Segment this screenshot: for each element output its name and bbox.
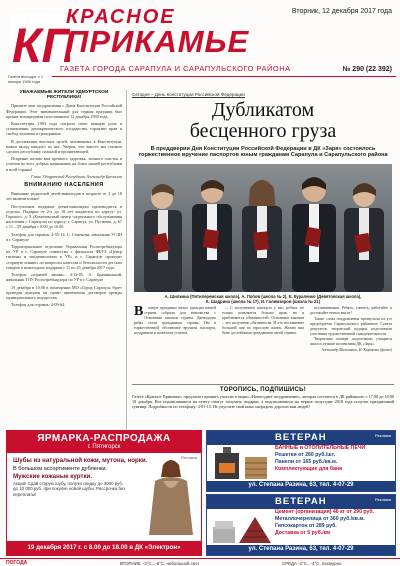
ad-tag: Реклама xyxy=(180,455,197,460)
column-divider xyxy=(126,90,127,440)
issue-date: Вторник, 12 декабря 2017 года xyxy=(291,8,392,15)
caption-line: А. Шилкина (Пятилеремская школа), А. Попов (школа № 2), Е. Кураленко (Девятовская школа), xyxy=(164,294,362,299)
fair-date-venue: 19 декабря 2017 г. с 8.00 до 18.00 в ДК «Электрон» xyxy=(7,541,201,555)
veteran-line: Цемент (организация) 46 кг от 290 руб. xyxy=(275,509,375,515)
article-paragraph: Творческие номера подготовили учащиеся школ и лучшие коллективы ДК «Заря». xyxy=(310,337,392,347)
notice-paragraph: Поступление подарков детям-инвалидам производится в отделах. Подарки от 2-х до 18 лет выдаются по адресу: ул. Горького, д. 8 (Комплексный центр социального обслуживания населения г. Сарапула) по адресу: г. Сарапул, ул. Пугачева, д. 67 с 11 – 29 декабря с 8.00 до 16.00. xyxy=(6,203,122,230)
masthead-divider xyxy=(52,76,396,77)
fair-line: Шубы из натуральной кожи, мутона, норки. xyxy=(13,457,148,464)
dropcap: В xyxy=(134,306,144,319)
photo-caption xyxy=(134,294,392,304)
newspaper-subtitle: ГАЗЕТА ГОРОДА САРАПУЛА И САРАПУЛЬСКОГО РАЙОНА xyxy=(60,64,291,73)
article-paragraph: Также слова поздравления прозвучали из уст председателя Сарапульского районного Совета депутатов, творческий подарок подготовили участники художественной самодеятельности. xyxy=(310,316,392,336)
weather-label: ПОГОДА xyxy=(6,560,28,566)
article-paragraph: – С получением паспорта у вас, ребята, не только появляется больше прав, но и прибавляется обязанностей. Основным законом – это получение обязанности. И это несомненно большой шаг во взрослую жизнь. Желаю вам быть достойными гражданами своей страны. xyxy=(222,306,304,335)
fair-title: ЯРМАРКА-РАСПРОДАЖА xyxy=(37,433,171,444)
notice-paragraph: Внимание родителей детей-инвалидов в возрасте от 2 до 18 лет включительно! xyxy=(6,191,122,202)
veteran-title: ВЕТЕРАН xyxy=(207,495,395,509)
article-paragraph: воспитанников. Ребята, учитесь, работайте и достигайте новых высот! xyxy=(310,306,392,315)
notice-paragraph: Территориальное отделение Управления Роспотребнадзора по УР в г. Сарапуле совместно с филиалом ФБУЗ «Центр гигиены и эпидемиологии в УР» в г. Сарапуле проводит «горячую линию» по вопросам качества и безопасности детских товаров и новогодних подарков с 11 по 25 декабря 2017 года. xyxy=(6,244,122,270)
headline-line: Дубликатом xyxy=(211,99,315,121)
veteran-line: Гипсокартон от 289 руб. xyxy=(275,523,337,529)
weather-footer xyxy=(0,558,400,566)
veteran-address: ул. Степана Разина, 63, тел. 4-07-29 xyxy=(207,545,395,555)
fair-header xyxy=(7,431,201,453)
ad-tag: Реклама xyxy=(374,433,391,438)
title-top: КРАСНОЕ xyxy=(66,6,176,28)
notice-paragraph: Телефон для справок: 4-55-14. С. Семенова, начальник УСЗН в г. Сарапуле xyxy=(6,231,122,242)
building-materials-icon xyxy=(211,511,271,545)
article-signature: Александр Мальчиков. И. Корикова (фото) xyxy=(321,348,392,353)
ad-tag: Реклама xyxy=(374,497,391,502)
stove-icon xyxy=(211,447,271,481)
ad-fair[interactable] xyxy=(6,430,202,556)
article-column xyxy=(134,306,216,382)
fur-coat-model-icon xyxy=(141,455,197,535)
fair-line: В большом ассортименте дубленки. xyxy=(13,466,108,472)
notice-paragraph: Телефон для справок: 4-09-64. xyxy=(11,302,66,308)
article-column xyxy=(310,306,392,382)
notice-paragraph: 19 декабря в 10.00 в помещении МО «Город Сарапул» будет проведен аукцион на право заключения договоров аренды муниципального имущества. xyxy=(6,284,122,300)
article-photo xyxy=(134,164,392,292)
notice-section-heading: ВНИМАНИЮ НАСЕЛЕНИЯ xyxy=(24,182,104,189)
weather-tuesday: ВТОРНИК, -3°С...-5°С, небольшой снег xyxy=(120,561,200,566)
weather-wednesday: СРЕДА -2°С...-4°С, пасмурно xyxy=(282,561,342,566)
greeting-signature: Глава Удмуртской Республики Александр Бречалов xyxy=(31,173,122,179)
newspaper-logo[interactable] xyxy=(10,14,70,70)
fair-promo: Акция! Сдай старую шубу, получи скидку до 3000 руб. до 10 000 руб. при покупке новой шубы. Рассрочка без переплаты! xyxy=(13,481,126,497)
article-rubric[interactable]: Сегодня – День Конституции Российской Федерации xyxy=(132,92,245,97)
issue-number: № 290 (22 392) xyxy=(342,66,392,73)
veteran-address: ул. Степана Разина, 63, тел. 4-07-29 xyxy=(207,481,395,491)
contest-title: ТОРОПИСЬ, ПОДПИШИСЬ! xyxy=(219,387,307,393)
veteran-line: Металлочерепица от 360 руб./кв.м. xyxy=(275,516,365,522)
fair-city: г. Пятигорск xyxy=(87,444,121,450)
founded-note: Газета выходит с 1 января 1906 года xyxy=(8,74,44,84)
veteran-line: Комплектующие для бани xyxy=(275,466,343,472)
veteran-line: БАННЫЕ и ОТОПИТЕЛЬНЫЕ ПЕЧИ xyxy=(275,445,366,451)
logo-text: КП xyxy=(12,20,70,70)
veteran-title: ВЕТЕРАН xyxy=(207,431,395,445)
greeting-heading: УВАЖАЕМЫЕ ЖИТЕЛИ УДМУРТСКОЙ РЕСПУБЛИКИ! xyxy=(19,90,109,101)
notice-paragraph: Телефон «горячей линии»: 4-12-05. А. Брамнинский, начальник ТОУ Роспотребнадзора по УР в г. Сарапуле xyxy=(6,272,122,283)
article-column xyxy=(222,306,304,382)
greeting-paragraph: Примите мои поздравления с Днем Конституции Российской Федерации. Этот знаменательный для страны праздник был принят всенародным голосованием 12 декабря 1993 года. xyxy=(6,103,122,119)
greeting-paragraph: Конституция 1993 года сыграла свою важную роль в становлении демократического государства, гарантии прав и свобод человека и гражданина. xyxy=(6,121,122,137)
veteran-line: Панели от 165 руб./кв.м. xyxy=(275,459,338,465)
veteran-line: Решетки от 260 руб./шт. xyxy=(275,452,336,458)
article-lead: В преддверии Дня Конституции Российской Федерации в ДК «Заря» состоялось торжественное вручение паспортов юным гражданам Сарапула и Сарапульского района xyxy=(138,146,388,159)
caption-line: К. Шадрина (школа № 17), И. Галимзяров (школа № 21) xyxy=(205,299,321,304)
article-body xyxy=(134,306,392,382)
article-paragraph: канун праздника юных граждан нашей страны собрали для знакомства с Основным законом страны. Двенадцать ребят стали гражданами страны. Им в торжественной обстановке вручили паспорта, поздравили и пожелали успехов. xyxy=(134,306,216,335)
greeting-paragraph: В достижении высоких целей, заложенных в Конституции, важен вклад каждого из нас. Уверен, что вместе мы сможем сделать республику сильной и процветающей. xyxy=(6,138,122,155)
masthead xyxy=(0,0,400,88)
article-headline xyxy=(132,100,394,142)
kp-logo-icon xyxy=(10,14,70,70)
ad-veteran-stoves[interactable] xyxy=(206,430,396,492)
title-main: ПРИКАМЬЕ xyxy=(66,24,250,59)
fair-line: Мужские кожаные куртки. xyxy=(13,473,93,480)
greeting-paragraph: Искренне желаю вам крепкого здоровья, личного счастья и успехов во всех добрых начинаниях на благо нашей республики и всей страны! xyxy=(6,156,122,172)
left-column xyxy=(6,90,122,430)
subscription-contest xyxy=(132,384,394,430)
veteran-line: Доставка от 5 руб./км xyxy=(275,530,331,536)
headline-line: бесценного груза xyxy=(189,120,337,142)
ad-veteran-materials[interactable] xyxy=(206,494,396,556)
group-photo-image xyxy=(134,164,392,292)
contest-text: Газета «Красное Прикамье» предлагает принять участие в акции «Новогоднее поздравление», которая состоится в ДК районного с 17.00 до 18.00 19 декабря. Все подписавшиеся на газету смогут получить подарки, а подписавшиеся на первое полугодие 2018 года получат праздничный сувенир. Подробности по телефону: 4-01-13. Не упустите свой шанс наградить дорогих вам людей! xyxy=(132,394,394,410)
